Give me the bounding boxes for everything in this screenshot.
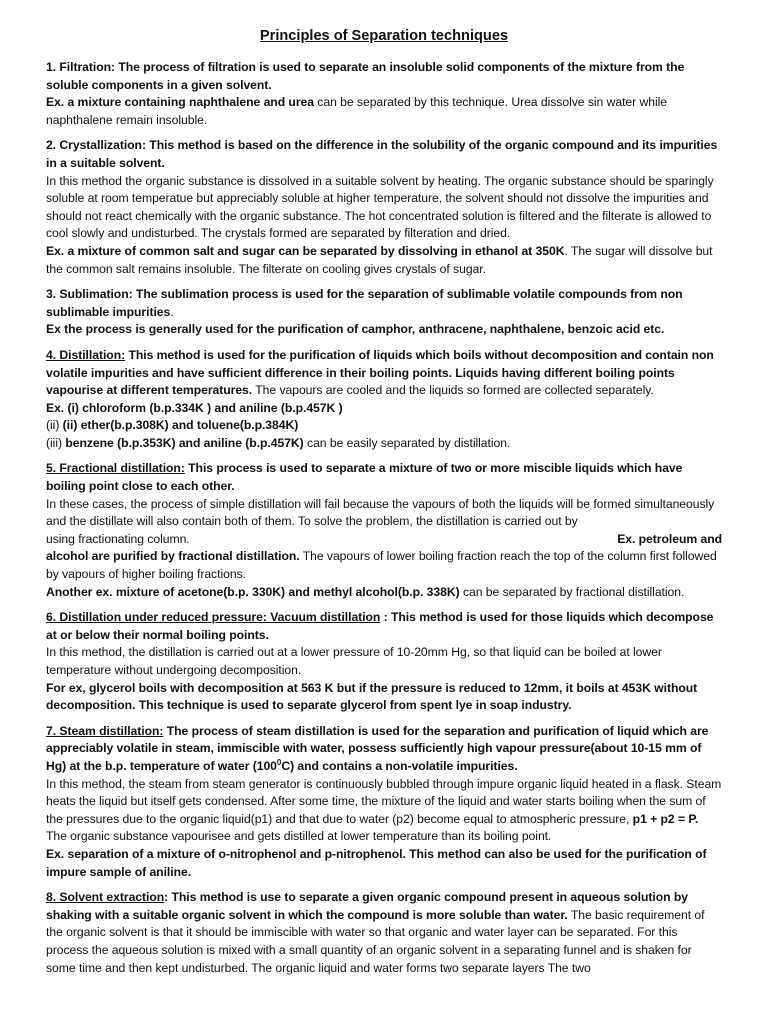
filtration-example-text: can be separated by this technique. Urea dissolve sin water while naphthalene remain insoluble. xyxy=(46,95,668,127)
vacuum-distillation-heading: : This method is used for those liquids which decompose at or below their normal boiling points. xyxy=(46,610,714,642)
steam-distillation-body: In this method, the steam from steam generator is continuously bubbled through impure organic liquid heated in a flask. Steam heats the liquid but itself gets condensed. After some time, the mixture of the liquid and water starts boiling when the sum of the pressures due to the organic liquid(p1) and that due to water (p2) become equal to atmospheric pressure, xyxy=(46,776,722,826)
section-solvent-extraction xyxy=(46,889,722,977)
steam-distillation-label: 7. Steam distillation: xyxy=(46,723,164,738)
distillation-example-3-prefix: (iii) xyxy=(46,435,66,450)
steam-distillation-body-end: The organic substance vapourisee and gets distilled at lower temperature than its boiling point. xyxy=(46,829,552,844)
filtration-heading: 1. Filtration: The process of filtration is used to separate an insoluble solid components of the mixture from the soluble components in a given solvent. xyxy=(46,60,685,92)
fractional-distillation-example-text: The vapours of lower boiling fraction reach the top of the column first followed by vapours of higher boiling fractions. xyxy=(46,549,717,582)
fractional-distillation-example-2-text: can be separated by fractional distillation. xyxy=(459,584,685,599)
crystallization-example-text: . The sugar will dissolve but the common salt remains insoluble. The filterate on cooling gives crystals of sugar. xyxy=(46,243,713,276)
section-steam-distillation xyxy=(46,723,722,881)
fractional-distillation-label: 5. Fractional distillation: xyxy=(46,461,185,476)
fractional-distillation-body: In these cases, the process of simple distillation will fail because the vapours of both the liquids will be formed simultaneously and the distillate will also contain both of them. To solve the problem, the distillation is carried out by xyxy=(46,496,715,529)
fractional-distillation-heading: This process is used to separate a mixture of two or more miscible liquids which have boiling point close to each other. xyxy=(46,461,683,494)
distillation-example-3-text: can be easily separated by distillation. xyxy=(303,435,511,450)
pressure-equation: p1 + p2 = P. xyxy=(632,811,699,826)
solvent-extraction-body: The basic requirement of the organic solvent is that it should be immiscible with water so that organic and water layer can be separated. For this process the aqueous solution is mixed with a small quantity of an organic solvent in a separating funnel and is shaken for some time and then kept undisturbed. The organic liquid and water forms two separate layers The two xyxy=(46,907,705,975)
section-distillation xyxy=(46,347,722,453)
distillation-example-2-prefix: (ii) xyxy=(46,418,63,433)
sublimation-example: Ex the process is generally used for the purification of camphor, anthracene, naphthalene, benzoic acid etc. xyxy=(46,322,665,337)
distillation-example-2: (ii) ether(b.p.308K) and toluene(b.p.384K) xyxy=(62,418,299,433)
steam-distillation-example: Ex. separation of a mixture of o-nitrophenol and p-nitrophenol. This method can also be used for the purification of impure sample of aniline. xyxy=(46,846,707,879)
distillation-example-1: Ex. (i) chloroform (b.p.334K ) and aniline (b.p.457K ) xyxy=(46,400,343,415)
page-title: Principles of Separation techniques xyxy=(259,28,509,44)
distillation-label: 4. Distillation: xyxy=(46,347,126,362)
sublimation-heading: 3. Sublimation: The sublimation process is used for the separation of sublimable volatile compounds from non sublimable impurities xyxy=(46,287,683,319)
vacuum-distillation-example: For ex, glycerol boils with decomposition at 563 K but if the pressure is reduced to 12mm, it boils at 453K without decomposition. This technique is used to separate glycerol from spent lye in soap industry. xyxy=(46,680,698,713)
fractional-distillation-example-2: Another ex. mixture of acetone(b.p. 330K) and methyl alcohol(b.p. 338K) xyxy=(46,584,460,599)
filtration-example: Ex. a mixture containing naphthalene and urea xyxy=(46,95,314,110)
crystallization-body: In this method the organic substance is dissolved in a suitable solvent by heating. The organic substance should be sparingly soluble at room temperatue but appreciably soluble at higher temperature, the solvent should not dissolve the impurities and should not react chemically with the organic substance. The hot concentrated solution is filtered and the filterate is allowed to cool slowly and undisturbed. The crystals formed are separated by filteration and dried. xyxy=(46,173,714,241)
vacuum-distillation-body: In this method, the distillation is carried out at a lower pressure of 10-20mm Hg, so that liquid can be boiled at lower temperature without undergoing decomposition. xyxy=(46,645,662,677)
section-sublimation xyxy=(46,286,722,339)
sublimation-heading-end: . xyxy=(170,304,174,319)
solvent-extraction-heading: : This method is use to separate a given organic compound present in aqueous solution by shaking with a suitable organic solvent in which the compound is more soluble than water. xyxy=(46,890,688,922)
steam-distillation-heading: The process of steam distillation is used for the separation and purification of liquid which are appreciably volatile in steam, immiscible with water, possess sufficiently high vapour pressure(about 10-15 mm of Hg) at the b.p. temperature of water $(100^0C)$ and contains a non-volatile impurities. xyxy=(46,723,709,773)
section-vacuum-distillation xyxy=(46,609,722,715)
crystallization-example: Ex. a mixture of common salt and sugar can be separated by dissolving in ethanol at 350K xyxy=(46,243,565,258)
vacuum-distillation-label: 6. Distillation under reduced pressure: Vacuum distillation xyxy=(46,610,381,625)
fractional-distillation-body-end: using fractionating column. xyxy=(46,531,190,546)
fractional-distillation-example: alcohol are purified by fractional distillation. xyxy=(46,549,300,564)
fractional-distillation-example-start: Ex. petroleum and xyxy=(617,531,722,546)
distillation-example-3: benzene (b.p.353K) and aniline (b.p.457K) xyxy=(65,435,304,450)
solvent-extraction-label: 8. Solvent extraction xyxy=(46,890,165,905)
section-crystallization xyxy=(46,137,722,278)
section-filtration xyxy=(46,59,722,129)
distillation-heading: This method is used for the purification of liquids which boils without decomposition and contain non volatile impurities and have sufficient difference in their boiling points. Liquids having different boiling points vapourise at different temperatures. xyxy=(46,347,714,398)
section-fractional-distillation xyxy=(46,460,722,601)
crystallization-heading: 2. Crystallization: This method is based on the difference in the solubility of the organic compound and its impurities in a suitable solvent. xyxy=(46,138,718,170)
distillation-body: The vapours are cooled and the liquids so formed are collected separately. xyxy=(252,383,654,398)
